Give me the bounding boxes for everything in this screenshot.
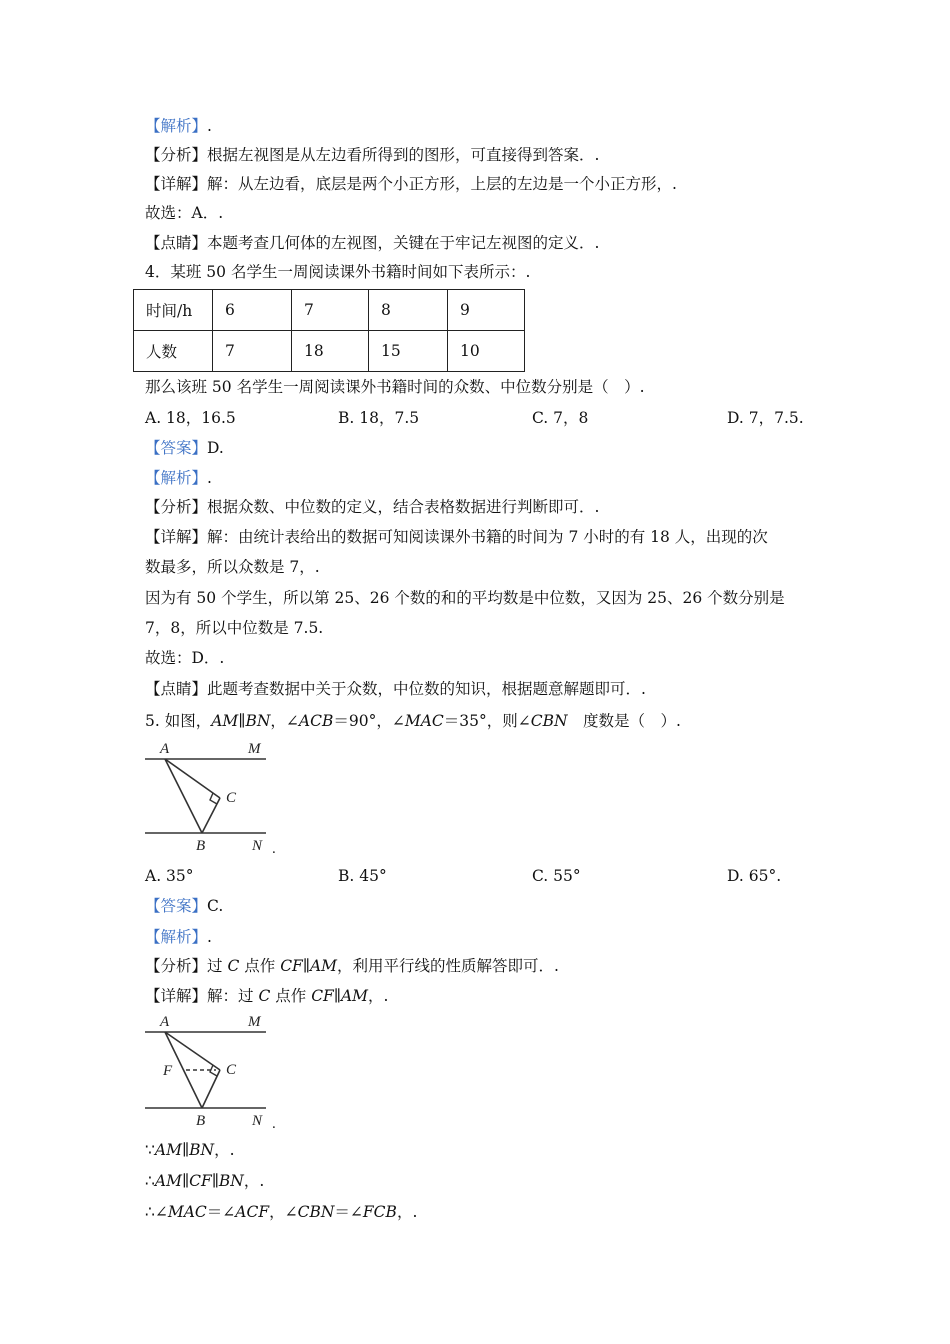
fenxi-text: 根据众数、中位数的定义，结合表格数据进行判断即可．. xyxy=(207,498,600,516)
q5-am-bn: AM∥BN xyxy=(211,712,271,730)
q5-num: 5. 如图， xyxy=(145,712,212,730)
jiexi-tail: . xyxy=(207,469,212,487)
t2-mac: MAC xyxy=(167,1203,207,1221)
q5-because-line xyxy=(145,1140,235,1160)
sec3-fenxi-line xyxy=(145,145,599,165)
t2-tail: ，. xyxy=(396,1203,418,1221)
xiangjie-tag: 【详解】 xyxy=(145,528,208,546)
q4-stem: 4．某班 50 名学生一周阅读课外书籍时间如下表所示：. xyxy=(145,263,531,281)
table-cell: 7 xyxy=(292,290,369,331)
table-cell: 7 xyxy=(213,331,292,372)
table-cell: 10 xyxy=(448,331,525,372)
therefore-symbol: ∴∠ xyxy=(145,1203,168,1221)
q4-xiangjie-line-2: 数最多，所以众数是 7，. xyxy=(145,558,320,576)
q5-jiexi-line xyxy=(145,927,212,947)
label-c: C xyxy=(226,790,237,806)
t2-cbn: CBN xyxy=(297,1203,335,1221)
jiexi-tag: 【解析】 xyxy=(145,928,208,946)
q4-jiexi-line xyxy=(145,468,212,488)
q5-eq2: ＝35°，则∠ xyxy=(443,712,531,730)
jiexi-tail: . xyxy=(207,117,212,135)
xj-cf: CF∥AM xyxy=(311,987,369,1005)
label-b: B xyxy=(196,838,206,854)
t2-fcb: FCB xyxy=(362,1203,397,1221)
figure-dot: . xyxy=(272,841,276,857)
q5-option-c: C. 55° xyxy=(532,867,581,885)
q4-option-c: C. 7，8 xyxy=(532,409,589,427)
label-m: M xyxy=(248,741,261,757)
q5-mac: MAC xyxy=(404,712,444,730)
q4-xiangjie-line-3: 因为有 50 个学生，所以第 25、26 个数的和的平均数是中位数，又因为 25、26 个数分别是 xyxy=(145,589,785,607)
label-n: N xyxy=(252,1113,263,1129)
q5-cbn: CBN xyxy=(530,712,568,730)
q5-option-b: B. 45° xyxy=(338,867,387,885)
segment-ac xyxy=(165,759,220,798)
fenxi-cf: CF∥AM xyxy=(280,957,338,975)
xiangjie-text: 解：从左边看，底层是两个小正方形，上层的左边是一个小正方形，. xyxy=(207,175,677,193)
q5-sep: ，∠ xyxy=(270,712,299,730)
table-cell: 6 xyxy=(213,290,292,331)
t2-acf: ACF xyxy=(235,1203,270,1221)
fenxi-a: 过 xyxy=(207,957,228,975)
fenxi-tag: 【分析】 xyxy=(145,498,208,516)
table-cell: 人数 xyxy=(134,331,213,372)
q5-answer-line xyxy=(145,896,223,916)
q5-therefore-line-1 xyxy=(145,1171,264,1191)
jiexi-tag: 【解析】 xyxy=(145,117,208,135)
q5-acb: ACB xyxy=(298,712,334,730)
fenxi-tail: ，利用平行线的性质解答即可．. xyxy=(337,957,559,975)
segment-cb xyxy=(202,798,220,833)
therefore-expr: AM∥CF∥BN xyxy=(154,1172,244,1190)
q5-eq1: ＝90°，∠ xyxy=(333,712,405,730)
segment-ac xyxy=(165,1032,220,1070)
table-row xyxy=(134,331,525,372)
q5-stem xyxy=(145,711,681,731)
q4-question: 那么该班 50 名学生一周阅读课外书籍时间的众数、中位数分别是（ ）. xyxy=(145,378,645,396)
q5-option-a: A. 35° xyxy=(145,867,194,885)
q4-guxuan-line: 故选：D．. xyxy=(145,649,225,667)
because-tail: ，. xyxy=(214,1141,235,1159)
fenxi-tag: 【分析】 xyxy=(145,146,208,164)
answer-text: C. xyxy=(207,897,224,915)
fenxi-tag: 【分析】 xyxy=(145,957,208,975)
xj-b: 点作 xyxy=(270,987,312,1005)
therefore-tail: ，. xyxy=(243,1172,265,1190)
label-f: F xyxy=(163,1063,173,1079)
q5-option-d: D. 65°. xyxy=(727,867,782,885)
q4-option-a: A. 18，16.5 xyxy=(145,409,236,427)
q5-tail: 度数是（ ）. xyxy=(567,712,681,730)
sec3-guxuan-line: 故选：A．. xyxy=(145,204,224,222)
q5-xiangjie-line xyxy=(145,986,388,1006)
label-a: A xyxy=(160,1014,170,1030)
label-b: B xyxy=(196,1113,206,1129)
q5-solution-figure xyxy=(140,1012,285,1132)
q4-xiangjie-line-4: 7，8，所以中位数是 7.5. xyxy=(145,619,324,637)
q4-fenxi-line xyxy=(145,497,599,517)
t2-eq: ＝∠ xyxy=(206,1203,236,1221)
q4-dianjing-line xyxy=(145,679,646,699)
therefore-symbol: ∴ xyxy=(145,1172,155,1190)
q4-option-d: D. 7，7.5. xyxy=(727,409,804,427)
table-cell: 时间/h xyxy=(134,290,213,331)
dianjing-tag: 【点睛】 xyxy=(145,234,208,252)
xiangjie-tag: 【详解】 xyxy=(145,175,208,193)
sec3-dianjing-line xyxy=(145,233,599,253)
label-a: A xyxy=(160,741,170,757)
xj-tail: ，. xyxy=(368,987,389,1005)
t2-sep: ，∠ xyxy=(269,1203,298,1221)
label-n: N xyxy=(252,838,263,854)
sec3-xiangjie-line xyxy=(145,174,677,194)
table-cell: 8 xyxy=(369,290,448,331)
q5-therefore-line-2 xyxy=(145,1202,417,1222)
dianjing-tag: 【点睛】 xyxy=(145,680,208,698)
xj-a: 解：过 xyxy=(207,987,259,1005)
table-row xyxy=(134,290,525,331)
table-cell: 15 xyxy=(369,331,448,372)
table-cell: 9 xyxy=(448,290,525,331)
label-c: C xyxy=(226,1062,237,1078)
because-expr: AM∥BN xyxy=(154,1141,215,1159)
q4-xiangjie-line-1 xyxy=(145,527,768,547)
q4-option-b: B. 18，7.5 xyxy=(338,409,420,427)
dianjing-text: 本题考查几何体的左视图，关键在于牢记左视图的定义．. xyxy=(207,234,600,252)
jiexi-tag: 【解析】 xyxy=(145,469,208,487)
sec3-jiexi-line xyxy=(145,116,212,136)
t2-eq2: ＝∠ xyxy=(334,1203,363,1221)
fenxi-text: 根据左视图是从左边看所得到的图形，可直接得到答案．. xyxy=(207,146,600,164)
dianjing-text: 此题考查数据中关于众数，中位数的知识，根据题意解题即可．. xyxy=(207,680,646,698)
q5-figure xyxy=(140,737,285,857)
fenxi-b: 点作 xyxy=(239,957,281,975)
answer-tag: 【答案】 xyxy=(145,439,208,457)
answer-tag: 【答案】 xyxy=(145,897,208,915)
fenxi-c: C xyxy=(227,957,240,975)
table-cell: 18 xyxy=(292,331,369,372)
q4-answer-line xyxy=(145,438,224,458)
xj-c: C xyxy=(258,987,271,1005)
q4-data-table xyxy=(133,289,525,372)
segment-cb xyxy=(202,1070,220,1108)
label-m: M xyxy=(248,1014,261,1030)
q5-fenxi-line xyxy=(145,956,559,976)
answer-text: D. xyxy=(207,439,224,457)
figure-dot: . xyxy=(272,1116,276,1132)
segment-ab xyxy=(165,759,202,833)
xiangjie-tag: 【详解】 xyxy=(145,987,208,1005)
because-symbol: ∵ xyxy=(145,1141,155,1159)
jiexi-tail: . xyxy=(207,928,212,946)
xiangjie-text: 解：由统计表给出的数据可知阅读课外书籍的时间为 7 小时的有 18 人，出现的次 xyxy=(207,528,768,546)
